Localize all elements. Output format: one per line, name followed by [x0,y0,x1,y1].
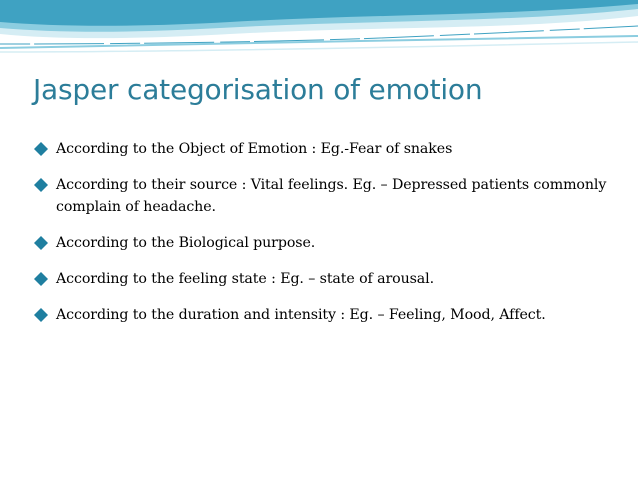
slide-title: Jasper categorisation of emotion [33,73,483,106]
bullet-text: According to the duration and intensity : Eg. – Feeling, Mood, Affect. [56,307,546,323]
bullet-item [34,232,624,254]
wave-header-decoration [0,0,638,70]
diamond-bullet-icon [34,142,48,156]
bullet-text: According to the feeling state : Eg. – state of arousal. [56,271,435,287]
diamond-bullet-icon [34,178,48,192]
bullet-text: According to their source : Vital feelings. Eg. – Depressed patients commonly complain of headache. [56,177,607,215]
diamond-bullet-icon [34,272,48,286]
bullet-text: According to the Object of Emotion : Eg.-Fear of snakes [56,141,453,157]
bullet-list [34,138,624,326]
bullet-item [34,138,624,160]
bullet-item [34,304,624,326]
bullet-item [34,268,624,290]
bullet-text: According to the Biological purpose. [56,235,316,251]
bullet-item [34,174,624,218]
diamond-bullet-icon [34,308,48,322]
diamond-bullet-icon [34,236,48,250]
